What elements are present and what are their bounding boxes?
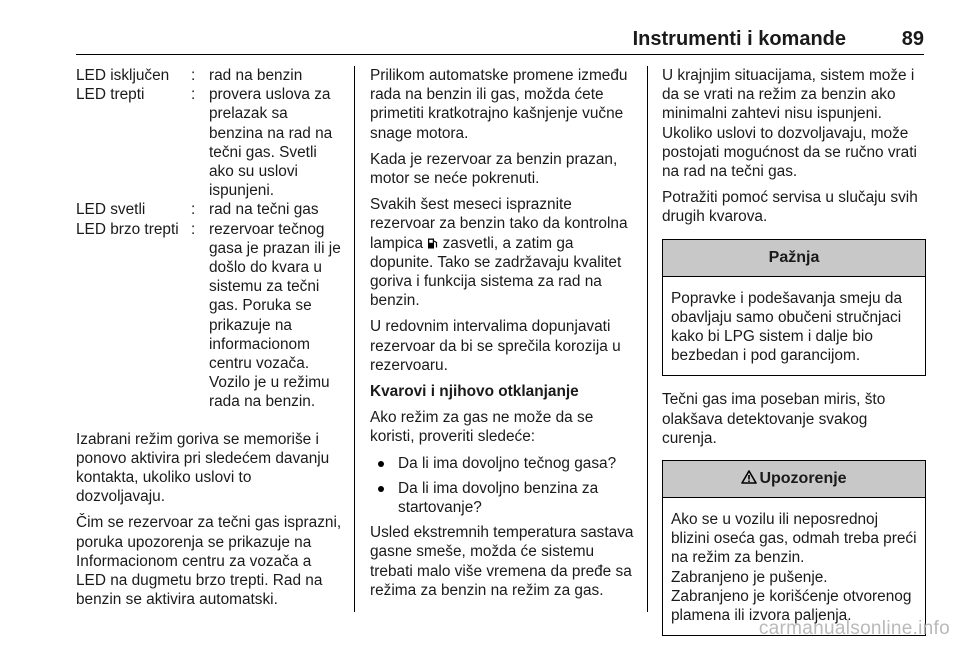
subheading: Kvarovi i njihovo otklanjanje: [370, 383, 579, 401]
separator: :: [191, 220, 196, 238]
fuel-lamp-icon: [427, 237, 438, 250]
page-number: 89: [901, 28, 924, 50]
led-label: LED svetli: [76, 201, 146, 219]
list-item-text: Da li ima dovoljno tečnog gasa?: [398, 454, 617, 472]
table-row: [76, 66, 344, 85]
led-status-table: [76, 66, 344, 412]
column-2: [370, 66, 634, 607]
warning-triangle-icon: [741, 470, 757, 484]
table-row: [76, 220, 344, 412]
warning-box: [662, 460, 926, 636]
list-item: [370, 479, 634, 517]
paragraph: Izabrani režim goriva se memoriše i ponovo aktivira pri sledećem davanju kontakta, ukoliko uslovi to dozvoljavaju.: [76, 430, 330, 506]
notice-body: [663, 277, 925, 376]
paragraph: [370, 195, 634, 310]
section-title: Instrumenti i komande: [632, 28, 846, 50]
paragraph-part: Svakih šest meseci ispraznite rezervoar za benzin tako da kontrolna lampica: [370, 196, 628, 252]
paragraph-part: zasvetli, a zatim ga dopunite. Tako se zadržavaju kvalitet goriva i funkcija sistema za rad na benzin.: [370, 234, 622, 310]
paragraph: U krajnjim situacijama, sistem može i da se vrati na režim za benzin ako minimalni zahtevi nisu ispunjeni. Ukoliko uslovi to dozvoljavaju, može postojati mogućnost da se ručno vrati na rad na tečni gas.: [662, 67, 917, 181]
led-label: LED brzo trepti: [76, 220, 179, 238]
separator: :: [191, 201, 196, 219]
warning-title: Upozorenje: [759, 470, 847, 488]
paragraph: Čim se rezervoar za tečni gas isprazni, poruka upozorenja se prikazuje na Informacionom centru za vozača a LED na dugmetu brzo trepti. Rad na benzin se aktivira automatski.: [76, 514, 342, 609]
watermark: carmanualsonline.info: [758, 618, 950, 639]
led-description: rad na benzin: [209, 67, 303, 84]
paragraph: U redovnim intervalima dopunjavati rezervoar da bi se sprečila korozija u rezervoaru.: [370, 318, 621, 374]
led-label: LED trepti: [76, 86, 145, 104]
separator: :: [191, 67, 196, 84]
bullet-icon: [378, 461, 384, 467]
check-list: [370, 454, 634, 518]
warning-body: [663, 498, 925, 635]
column-3: [662, 66, 926, 650]
column-1: [76, 66, 344, 616]
led-description: rad na tečni gas: [209, 201, 319, 219]
notice-box: [662, 239, 926, 377]
warning-line: Zabranjeno je korišćenje otvorenog plamena ili izvora paljenja.: [671, 587, 912, 625]
notice-title: Pažnja: [663, 240, 925, 277]
notice-text: Popravke i podešavanja smeju da obavljaju samo obučeni stručnjaci kako bi LPG sistem i dalje bio bezbedan i pod garancijom.: [671, 289, 903, 365]
column-divider: [647, 66, 648, 612]
separator: :: [191, 86, 196, 104]
led-label: LED isključen: [76, 67, 170, 84]
warning-line: Ako se u vozilu ili neposrednoj blizini oseća gas, odmah treba preći na režim za benzin.: [671, 511, 917, 567]
list-item-text: Da li ima dovoljno benzina za startovanje?: [398, 479, 599, 517]
column-divider: [354, 66, 355, 612]
bullet-icon: [378, 486, 384, 492]
page-header: [76, 26, 924, 55]
list-item: [370, 454, 634, 473]
paragraph: Ako režim za gas ne može da se koristi, proveriti sledeće:: [370, 409, 594, 446]
paragraph: Usled ekstremnih temperatura sastava gasne smeše, možda će sistemu trebati malo više vremena da pređe sa režima za benzin na režim za gas.: [370, 524, 634, 599]
table-row: [76, 200, 344, 219]
paragraph: Kada je rezervoar za benzin prazan, motor se neće pokrenuti.: [370, 150, 618, 188]
led-description: rezervoar tečnog gasa je prazan ili je došlo do kvara u sistemu za tečni gas. Poruka se prikazuje na informacionom centru vozača. Vozilo je u režimu rada na benzin.: [209, 220, 341, 411]
warning-header: [663, 461, 925, 498]
paragraph: Potražiti pomoć servisa u slučaju svih drugih kvarova.: [662, 189, 918, 226]
led-description: provera uslova za prelazak sa benzina na rad na tečni gas. Svetli ako su uslovi ispunjeni.: [209, 86, 333, 200]
warning-line: Zabranjeno je pušenje.: [671, 568, 828, 586]
paragraph: Tečni gas ima poseban miris, što olakšava detektovanje svakog curenja.: [662, 391, 886, 447]
table-row: [76, 85, 344, 200]
paragraph: Prilikom automatske promene između rada na benzin ili gas, možda ćete primetiti kratkotrajno kašnjenje vučne snage motora.: [370, 67, 628, 142]
